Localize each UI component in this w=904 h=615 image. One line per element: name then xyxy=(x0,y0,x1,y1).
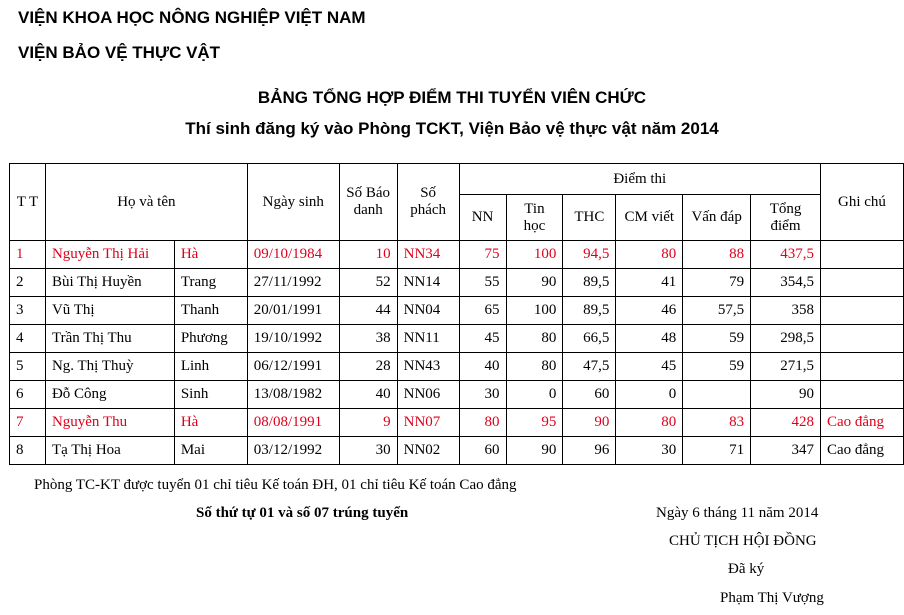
cell-row-number: 6 xyxy=(10,381,46,409)
cell-candidate-number: 28 xyxy=(339,353,397,381)
header-dob: Ngày sinh xyxy=(247,164,339,241)
cell-score-nn: 65 xyxy=(459,297,506,325)
chair-title: CHỦ TỊCH HỘI ĐỒNG xyxy=(669,533,817,549)
signing-date: Ngày 6 tháng 11 năm 2014 xyxy=(656,505,819,521)
cell-family-name: Tạ Thị Hoa xyxy=(45,437,174,465)
cell-candidate-number: 44 xyxy=(339,297,397,325)
cell-score-cm-viet: 41 xyxy=(616,269,683,297)
cell-family-name: Nguyễn Thu xyxy=(45,409,174,437)
cell-note: Cao đẳng xyxy=(820,437,903,465)
cell-candidate-number: 9 xyxy=(339,409,397,437)
header-van-dap: Vấn đáp xyxy=(683,195,751,241)
table-row xyxy=(10,437,904,465)
quota-note: Phòng TC-KT được tuyển 01 chỉ tiêu Kế toán ĐH, 01 chỉ tiêu Kế toán Cao đẳng xyxy=(34,477,517,493)
cell-candidate-number: 52 xyxy=(339,269,397,297)
cell-score-nn: 80 xyxy=(459,409,506,437)
cell-code-number: NN07 xyxy=(397,409,459,437)
score-table xyxy=(9,163,904,465)
document-subtitle: Thí sinh đăng ký vào Phòng TCKT, Viện Bảo vệ thực vật năm 2014 xyxy=(185,119,719,138)
cell-family-name: Đỗ Công xyxy=(45,381,174,409)
cell-score-tin-hoc: 95 xyxy=(506,409,563,437)
header-tt: T T xyxy=(10,164,46,241)
cell-score-cm-viet: 46 xyxy=(616,297,683,325)
cell-row-number: 5 xyxy=(10,353,46,381)
cell-family-name: Trần Thị Thu xyxy=(45,325,174,353)
cell-code-number: NN43 xyxy=(397,353,459,381)
cell-note: Cao đẳng xyxy=(820,409,903,437)
cell-family-name: Vũ Thị xyxy=(45,297,174,325)
cell-score-total: 347 xyxy=(751,437,821,465)
cell-row-number: 3 xyxy=(10,297,46,325)
cell-code-number: NN14 xyxy=(397,269,459,297)
cell-score-thc: 90 xyxy=(563,409,616,437)
cell-score-nn: 60 xyxy=(459,437,506,465)
cell-score-thc: 47,5 xyxy=(563,353,616,381)
cell-note xyxy=(820,381,903,409)
cell-note xyxy=(820,353,903,381)
cell-score-cm-viet: 0 xyxy=(616,381,683,409)
cell-date-of-birth: 19/10/1992 xyxy=(247,325,339,353)
cell-score-thc: 94,5 xyxy=(563,241,616,269)
cell-given-name: Phương xyxy=(174,325,247,353)
cell-score-thc: 89,5 xyxy=(563,269,616,297)
cell-given-name: Linh xyxy=(174,353,247,381)
cell-candidate-number: 30 xyxy=(339,437,397,465)
table-row xyxy=(10,325,904,353)
cell-code-number: NN04 xyxy=(397,297,459,325)
cell-score-total: 90 xyxy=(751,381,821,409)
cell-score-tin-hoc: 90 xyxy=(506,269,563,297)
cell-family-name: Nguyễn Thị Hải xyxy=(45,241,174,269)
cell-score-tin-hoc: 90 xyxy=(506,437,563,465)
header-name: Họ và tên xyxy=(45,164,247,241)
cell-score-tin-hoc: 0 xyxy=(506,381,563,409)
cell-score-van-dap: 71 xyxy=(683,437,751,465)
cell-score-van-dap: 79 xyxy=(683,269,751,297)
header-diem-thi: Điểm thi xyxy=(459,164,820,195)
header-tong-diem: Tổng điểm xyxy=(751,195,821,241)
cell-given-name: Hà xyxy=(174,409,247,437)
cell-score-cm-viet: 80 xyxy=(616,409,683,437)
cell-score-van-dap: 88 xyxy=(683,241,751,269)
header-thc: THC xyxy=(563,195,616,241)
cell-date-of-birth: 06/12/1991 xyxy=(247,353,339,381)
cell-row-number: 8 xyxy=(10,437,46,465)
cell-score-thc: 66,5 xyxy=(563,325,616,353)
header-sbd: Số Báo danh xyxy=(339,164,397,241)
cell-row-number: 4 xyxy=(10,325,46,353)
cell-score-tin-hoc: 100 xyxy=(506,241,563,269)
score-table-body xyxy=(10,241,904,465)
table-row xyxy=(10,297,904,325)
cell-score-van-dap: 57,5 xyxy=(683,297,751,325)
table-row xyxy=(10,409,904,437)
cell-score-tin-hoc: 100 xyxy=(506,297,563,325)
cell-candidate-number: 38 xyxy=(339,325,397,353)
cell-given-name: Hà xyxy=(174,241,247,269)
cell-family-name: Ng. Thị Thuỳ xyxy=(45,353,174,381)
header-nn: NN xyxy=(459,195,506,241)
cell-score-nn: 30 xyxy=(459,381,506,409)
cell-date-of-birth: 03/12/1992 xyxy=(247,437,339,465)
cell-candidate-number: 10 xyxy=(339,241,397,269)
cell-date-of-birth: 20/01/1991 xyxy=(247,297,339,325)
header-note: Ghi chú xyxy=(820,164,903,241)
cell-given-name: Thanh xyxy=(174,297,247,325)
cell-note xyxy=(820,269,903,297)
cell-given-name: Sinh xyxy=(174,381,247,409)
cell-score-total: 437,5 xyxy=(751,241,821,269)
cell-code-number: NN06 xyxy=(397,381,459,409)
cell-score-total: 354,5 xyxy=(751,269,821,297)
cell-score-van-dap xyxy=(683,381,751,409)
table-row xyxy=(10,353,904,381)
cell-score-cm-viet: 45 xyxy=(616,353,683,381)
cell-score-tin-hoc: 80 xyxy=(506,353,563,381)
table-row xyxy=(10,269,904,297)
cell-score-thc: 60 xyxy=(563,381,616,409)
cell-row-number: 7 xyxy=(10,409,46,437)
cell-given-name: Mai xyxy=(174,437,247,465)
cell-given-name: Trang xyxy=(174,269,247,297)
cell-family-name: Bùi Thị Huyền xyxy=(45,269,174,297)
table-row xyxy=(10,241,904,269)
cell-score-nn: 55 xyxy=(459,269,506,297)
header-tin-hoc: Tin học xyxy=(506,195,563,241)
cell-date-of-birth: 08/08/1991 xyxy=(247,409,339,437)
cell-score-total: 428 xyxy=(751,409,821,437)
cell-score-cm-viet: 80 xyxy=(616,241,683,269)
cell-score-thc: 96 xyxy=(563,437,616,465)
cell-candidate-number: 40 xyxy=(339,381,397,409)
cell-score-van-dap: 83 xyxy=(683,409,751,437)
cell-score-nn: 75 xyxy=(459,241,506,269)
cell-date-of-birth: 13/08/1982 xyxy=(247,381,339,409)
cell-score-tin-hoc: 80 xyxy=(506,325,563,353)
table-row xyxy=(10,381,904,409)
cell-score-nn: 40 xyxy=(459,353,506,381)
cell-score-cm-viet: 30 xyxy=(616,437,683,465)
cell-code-number: NN11 xyxy=(397,325,459,353)
cell-note xyxy=(820,297,903,325)
cell-score-thc: 89,5 xyxy=(563,297,616,325)
cell-score-nn: 45 xyxy=(459,325,506,353)
cell-score-total: 271,5 xyxy=(751,353,821,381)
header-cm-viet: CM viết xyxy=(616,195,683,241)
header-phach: Số phách xyxy=(397,164,459,241)
cell-note xyxy=(820,241,903,269)
winners-note: Số thứ tự 01 và số 07 trúng tuyển xyxy=(196,505,409,521)
institute-name: VIỆN BẢO VỆ THỰC VẬT xyxy=(18,43,221,62)
cell-code-number: NN34 xyxy=(397,241,459,269)
cell-date-of-birth: 27/11/1992 xyxy=(247,269,339,297)
document-title: BẢNG TỔNG HỢP ĐIỂM THI TUYỂN VIÊN CHỨC xyxy=(257,88,647,107)
cell-score-van-dap: 59 xyxy=(683,325,751,353)
organization-name: VIỆN KHOA HỌC NÔNG NGHIỆP VIỆT NAM xyxy=(18,8,366,27)
cell-date-of-birth: 09/10/1984 xyxy=(247,241,339,269)
cell-score-van-dap: 59 xyxy=(683,353,751,381)
cell-score-cm-viet: 48 xyxy=(616,325,683,353)
cell-row-number: 1 xyxy=(10,241,46,269)
cell-note xyxy=(820,325,903,353)
signed-label: Đã ký xyxy=(728,561,765,577)
cell-code-number: NN02 xyxy=(397,437,459,465)
cell-score-total: 358 xyxy=(751,297,821,325)
cell-score-total: 298,5 xyxy=(751,325,821,353)
cell-row-number: 2 xyxy=(10,269,46,297)
signer-name: Phạm Thị Vượng xyxy=(720,590,824,606)
